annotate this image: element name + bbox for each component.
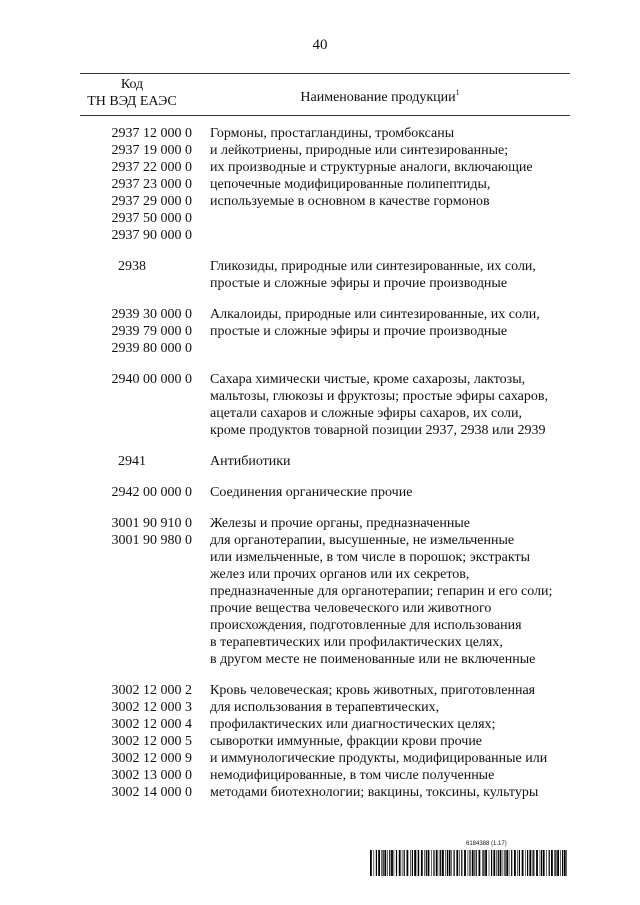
product-description — [210, 515, 590, 668]
description-line: ацетали сахаров и сложные эфиры сахаров, их соли, — [210, 406, 523, 421]
product-description — [210, 371, 590, 439]
product-codes: 2941 — [118, 454, 146, 469]
description-line: для использования в терапевтических, — [210, 700, 440, 715]
description-line: немодифицированные, в том числе полученные — [210, 768, 495, 783]
name-column-header-text: Наименование продукции — [300, 90, 456, 105]
description-line: Гормоны, простагландины, тромбоксаны — [210, 126, 455, 141]
barcode — [370, 850, 570, 876]
product-codes: 2939 30 000 0 2939 79 000 0 2939 80 000 0 — [111, 307, 192, 356]
description-line: Гликозиды, природные или синтезированные, их соли, — [210, 259, 536, 274]
description-line: кроме продуктов товарной позиции 2937, 2938 или 2939 — [210, 423, 546, 438]
description-line: в другом месте не поименованные или не включенные — [210, 652, 536, 667]
description-line: в терапевтических или профилактических целях, — [210, 635, 503, 650]
product-codes: 2940 00 000 0 — [111, 372, 192, 387]
footnote-mark: 1 — [455, 88, 460, 97]
description-line: Антибиотики — [210, 454, 291, 469]
name-column-header — [190, 88, 570, 106]
description-line: профилактических или диагностических целях; — [210, 717, 496, 732]
description-line: желез или прочих органов или их секретов, — [210, 567, 470, 582]
description-line: Соединения органические прочие — [210, 485, 413, 500]
product-codes: 3001 90 910 0 3001 90 980 0 — [111, 516, 192, 548]
description-line: простые и сложные эфиры и прочие производные — [210, 276, 508, 291]
table-top-rule — [80, 73, 570, 74]
header-bottom-rule — [80, 115, 570, 116]
description-line: Алкалоиды, природные или синтезированные, их соли, — [210, 307, 540, 322]
product-description — [210, 682, 590, 801]
table-row — [0, 306, 640, 357]
description-line: Железы и прочие органы, предназначенные — [210, 516, 470, 531]
description-line: цепочечные модифицированные полипептиды, — [210, 177, 491, 192]
code-column-header — [72, 76, 192, 110]
page-number: 40 — [312, 37, 328, 53]
table-row — [0, 453, 640, 470]
product-codes: 2938 — [118, 259, 146, 274]
description-line: или измельченные, в том числе в порошок; экстракты — [210, 550, 531, 565]
table-row — [0, 682, 640, 801]
description-line: для органотерапии, высушенные, не измельченные — [210, 533, 515, 548]
description-line: сыворотки иммунные, фракции крови прочие — [210, 734, 483, 749]
description-line: их производные и структурные аналоги, включающие — [210, 160, 533, 175]
product-description — [210, 484, 590, 501]
description-line: и лейкотриены, природные или синтезированные; — [210, 143, 509, 158]
product-description — [210, 306, 590, 357]
description-line: предназначенные для органотерапии; гепарин и его соли; — [210, 584, 553, 599]
table-row — [0, 484, 640, 501]
description-line: Кровь человеческая; кровь животных, приготовленная — [210, 683, 536, 698]
description-line: простые и сложные эфиры и прочие производные — [210, 324, 508, 339]
description-line: Сахара химически чистые, кроме сахарозы, лактозы, — [210, 372, 526, 387]
description-line: и иммунологические продукты, модифицированные или — [210, 751, 548, 766]
description-line: используемые в основном в качестве гормонов — [210, 194, 490, 209]
table-row — [0, 258, 640, 292]
description-line: методами биотехнологии; вакцины, токсины, культуры — [210, 785, 539, 800]
product-description — [210, 258, 590, 292]
code-column-header-text: Код ТН ВЭД ЕАЭС — [87, 77, 177, 109]
description-line: мальтозы, глюкозы и фруктозы; простые эфиры сахаров, — [210, 389, 548, 404]
description-line: прочие вещества человеческого или животного — [210, 601, 492, 616]
product-codes: 3002 12 000 2 3002 12 000 3 3002 12 000 4 3002 12 000 5 3002 12 000 9 3002 13 000 0 3002 14 000 0 — [111, 683, 192, 800]
table-row — [0, 125, 640, 244]
document-code: 6184388 (1.17) — [466, 841, 507, 847]
product-codes: 2942 00 000 0 — [111, 485, 192, 500]
description-line: происхождения, подготовленные для использования — [210, 618, 522, 633]
product-description — [210, 453, 590, 470]
product-description — [210, 125, 590, 244]
table-row — [0, 371, 640, 439]
product-codes: 2937 12 000 0 2937 19 000 0 2937 22 000 0 2937 23 000 0 2937 29 000 0 2937 50 000 0 2937 90 000 0 — [111, 126, 192, 243]
table-row — [0, 515, 640, 668]
product-table-body — [0, 125, 640, 815]
